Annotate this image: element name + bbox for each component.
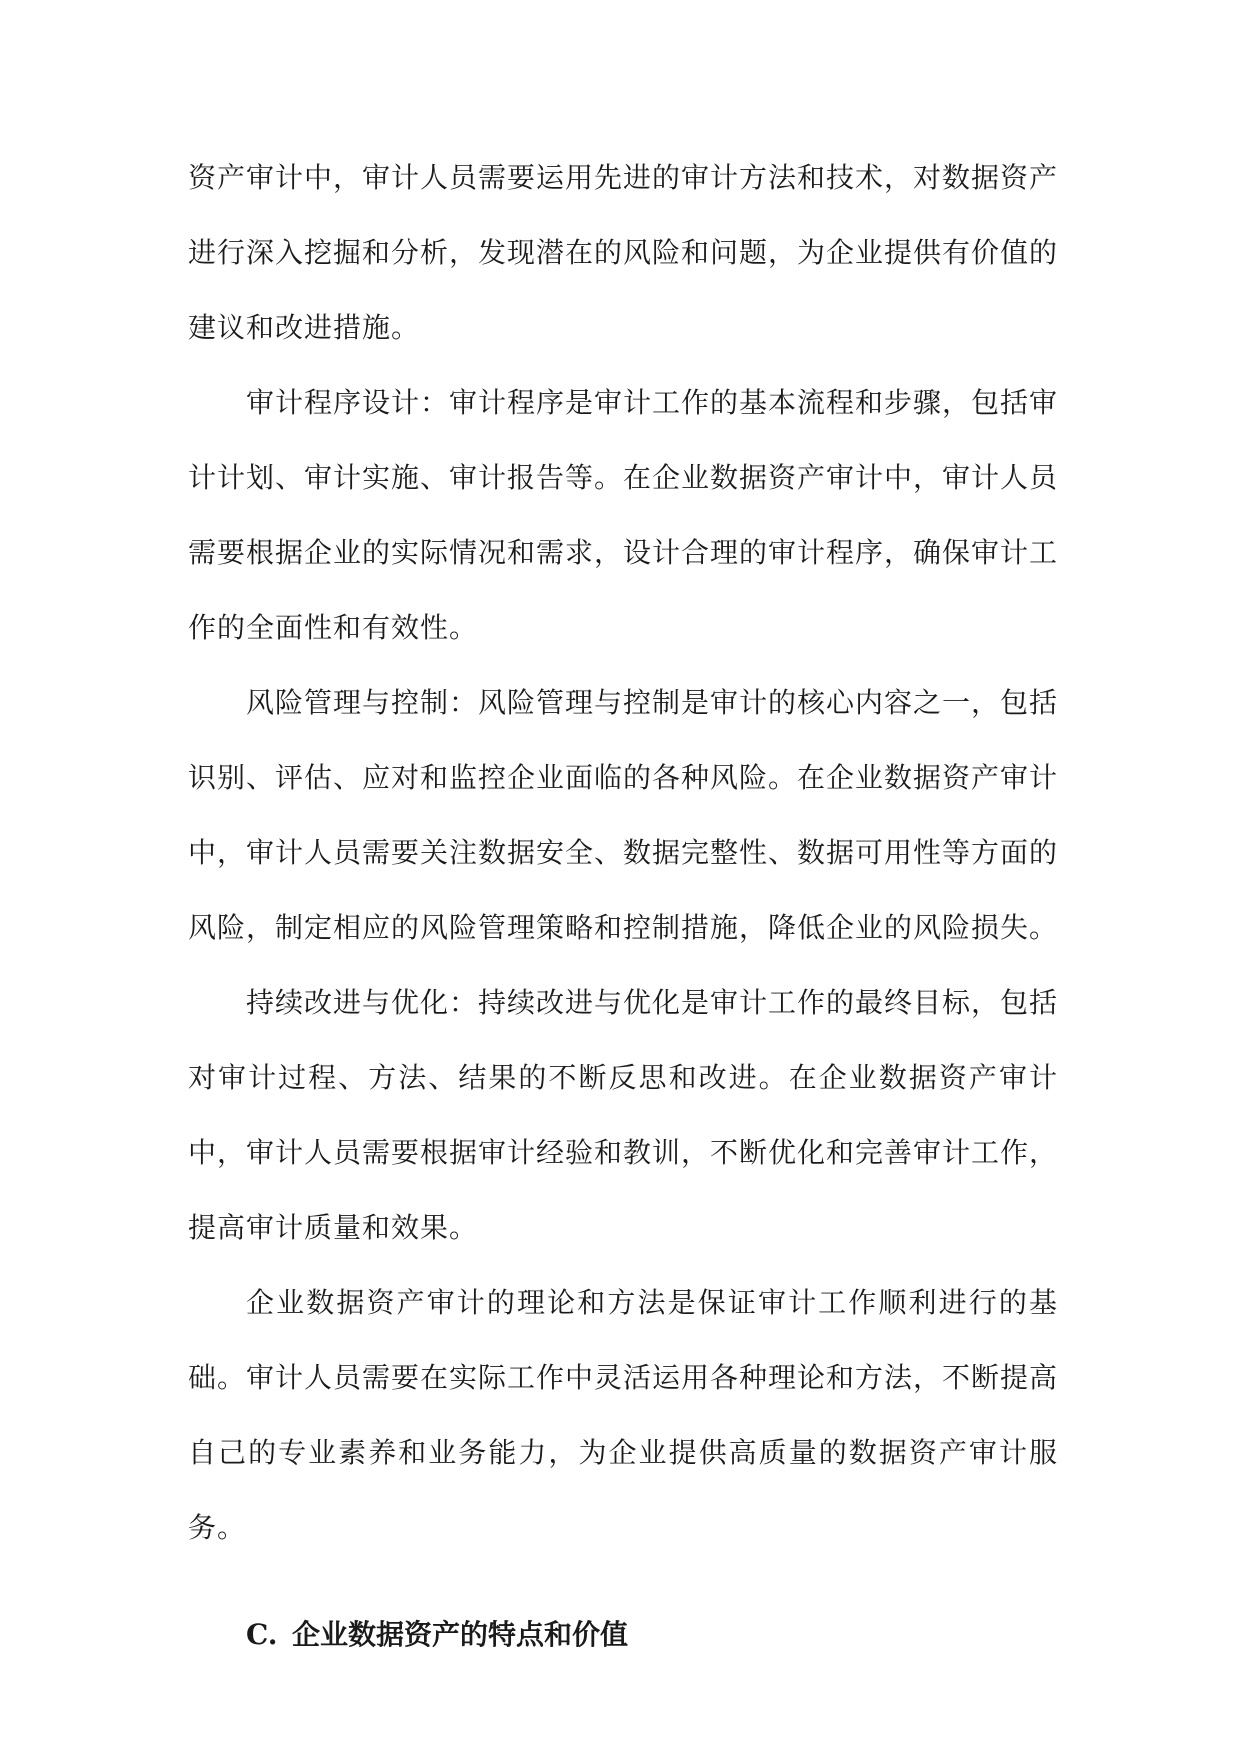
paragraph-audit-procedure-design: 审计程序设计：审计程序是审计工作的基本流程和步骤，包括审计计划、审计实施、审计报告等。在企业数据资产审计中，审计人员需要根据企业的实际情况和需求，设计合理的审计程序，确保审计工作的全面性和有效性。: [188, 386, 1059, 644]
section-number: C.: [246, 1618, 278, 1651]
paragraph-summary: 企业数据资产审计的理论和方法是保证审计工作顺利进行的基础。审计人员需要在实际工作中灵活运用各种理论和方法，不断提高自己的专业素养和业务能力，为企业提供高质量的数据资产审计服务。: [188, 1286, 1059, 1544]
section-heading: [188, 1605, 1058, 1665]
paragraph-audit-methods-continued: 资产审计中，审计人员需要运用先进的审计方法和技术，对数据资产进行深入挖掘和分析，发现潜在的风险和问题，为企业提供有价值的建议和改进措施。: [188, 161, 1059, 344]
paragraph-continuous-improvement: 持续改进与优化：持续改进与优化是审计工作的最终目标，包括对审计过程、方法、结果的不断反思和改进。在企业数据资产审计中，审计人员需要根据审计经验和教训，不断优化和完善审计工作，提高审计质量和效果。: [188, 986, 1059, 1244]
document-page: [188, 140, 1058, 1665]
section-title: 企业数据资产的特点和价值: [292, 1618, 629, 1651]
paragraph-risk-management: 风险管理与控制：风险管理与控制是审计的核心内容之一，包括识别、评估、应对和监控企业面临的各种风险。在企业数据资产审计中，审计人员需要关注数据安全、数据完整性、数据可用性等方面的风险，制定相应的风险管理策略和控制措施，降低企业的风险损失。: [188, 686, 1059, 944]
